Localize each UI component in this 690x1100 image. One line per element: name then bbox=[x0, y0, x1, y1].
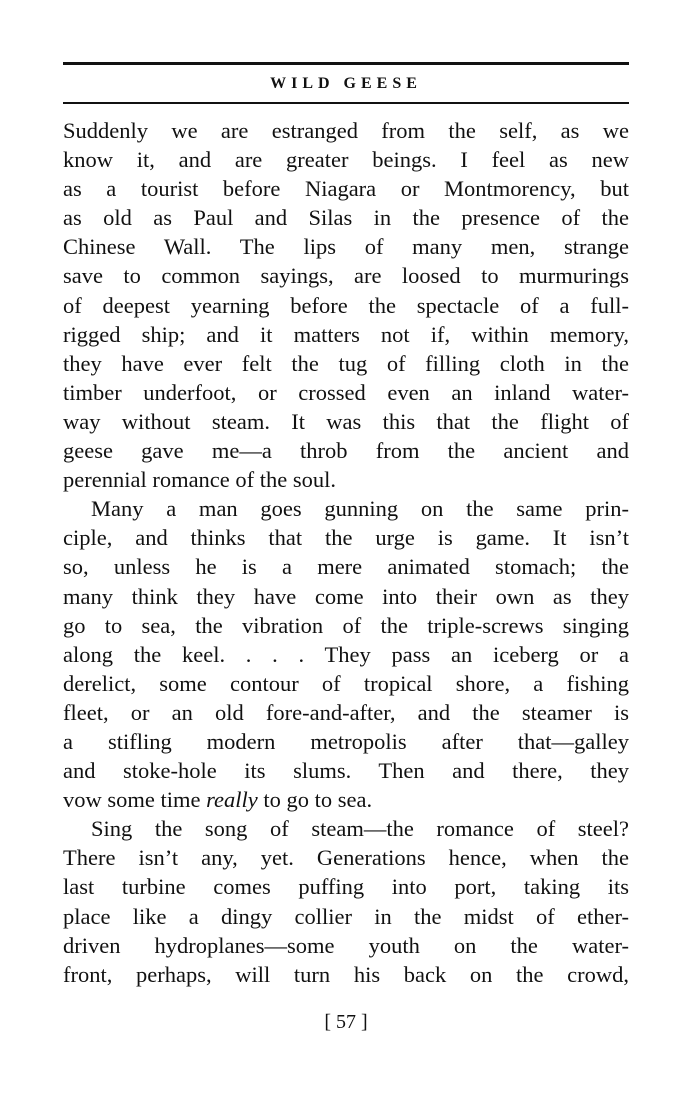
italic-emphasis: really bbox=[206, 787, 258, 813]
text-line: so, unless he is a mere animated stomach; the bbox=[63, 554, 629, 580]
text-line: save to common sayings, are loosed to murmurings bbox=[63, 263, 629, 289]
text-line: timber underfoot, or crossed even an inland water- bbox=[63, 379, 629, 405]
running-head-title: WILD GEESE bbox=[270, 75, 422, 92]
text-line: place like a dingy collier in the midst of ether- bbox=[63, 903, 629, 929]
text-line: derelict, some contour of tropical shore, a fishing bbox=[63, 670, 629, 696]
text-line: fleet, or an old fore-and-after, and the steamer is bbox=[63, 699, 629, 725]
text-line: go to sea, the vibration of the triple-screws singing bbox=[63, 612, 629, 638]
text-line: along the keel. . . . They pass an iceberg or a bbox=[63, 641, 629, 667]
text-line: of deepest yearning before the spectacle of a full- bbox=[63, 292, 629, 318]
text-run: vow some time bbox=[63, 787, 207, 813]
text-line: as a tourist before Niagara or Montmorency, but bbox=[63, 176, 629, 202]
paragraph-end-line: perennial romance of the soul. bbox=[63, 467, 337, 493]
text-line: many think they have come into their own as they bbox=[63, 583, 629, 609]
body-text bbox=[63, 116, 629, 989]
text-line: last turbine comes puffing into port, taking its bbox=[63, 874, 629, 900]
text-line: There isn’t any, yet. Generations hence, when the bbox=[63, 845, 629, 871]
text-line: a stifling modern metropolis after that—galley bbox=[63, 728, 629, 754]
text-line: rigged ship; and it matters not if, within memory, bbox=[63, 321, 629, 347]
text-line: front, perhaps, will turn his back on the crowd, bbox=[63, 961, 629, 987]
page-number: [ 57 ] bbox=[324, 1011, 368, 1033]
text-line: Chinese Wall. The lips of many men, strange bbox=[63, 234, 629, 260]
text-line: know it, and are greater beings. I feel as new bbox=[63, 147, 629, 173]
text-line: as old as Paul and Silas in the presence of the bbox=[63, 205, 629, 231]
text-line: and stoke-hole its slums. Then and there, they bbox=[63, 758, 629, 784]
header-rule-bottom bbox=[63, 102, 629, 104]
text-line: way without steam. It was this that the flight of bbox=[63, 408, 629, 434]
paragraph-start-line: Sing the song of steam—the romance of steel? bbox=[91, 816, 629, 842]
text-line: geese gave me—a throb from the ancient and bbox=[63, 438, 629, 464]
paragraph-start-line: Many a man goes gunning on the same prin- bbox=[91, 496, 629, 522]
text-line: ciple, and thinks that the urge is game. It isn’t bbox=[63, 525, 629, 551]
text-line: they have ever felt the tug of filling cloth in the bbox=[63, 350, 629, 376]
text-line: Suddenly we are estranged from the self, as we bbox=[63, 118, 629, 143]
text-run: to go to sea. bbox=[257, 787, 373, 813]
paragraph-end-line bbox=[63, 785, 629, 814]
text-line: driven hydroplanes—some youth on the water- bbox=[63, 932, 629, 958]
header-rule-top bbox=[63, 62, 629, 65]
